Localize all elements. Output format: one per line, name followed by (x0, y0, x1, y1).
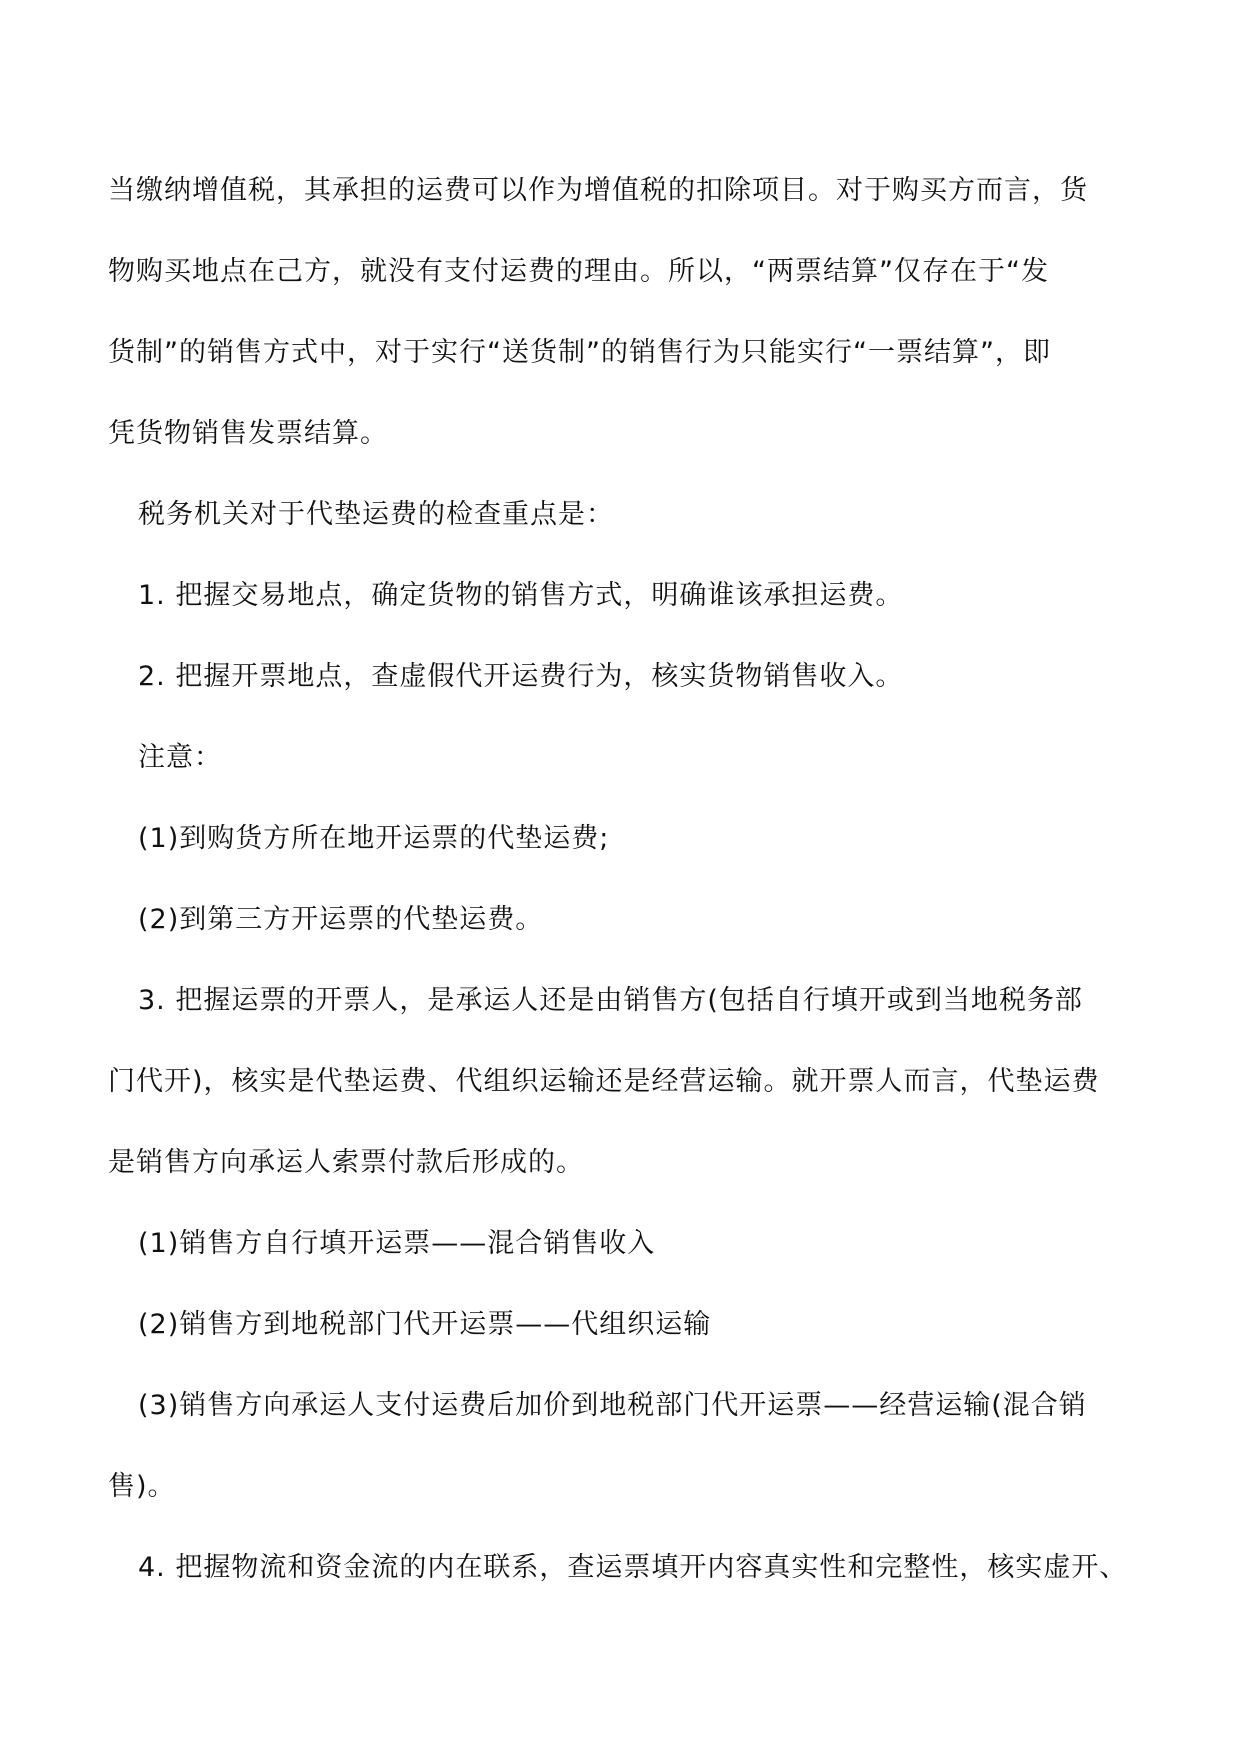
list-item-3 (108, 960, 1143, 1203)
sub-item-2: (2)销售方到地税部门代开运票——代组织运输 (138, 1309, 712, 1340)
text-line: 门代开)，核实是代垫运费、代组织运输还是经营运输。就开票人而言，代垫运费 (108, 1066, 1100, 1097)
text-line: 3. 把握运票的开票人，是承运人还是由销售方(包括自行填开或到当地税务部 (138, 985, 1083, 1016)
text-line: 货制”的销售方式中，对于实行“送货制”的销售行为只能实行“一票结算”，即 (108, 337, 1051, 368)
text-line: 凭货物销售发票结算。 (108, 418, 388, 449)
list-item-1: 1. 把握交易地点，确定货物的销售方式，明确谁该承担运费。 (138, 580, 904, 611)
paragraph-continuation (108, 150, 1143, 474)
note-label: 注意： (138, 742, 222, 773)
text-line: 是销售方向承运人索票付款后形成的。 (108, 1147, 584, 1178)
text-line: 当缴纳增值税，其承担的运费可以作为增值税的扣除项目。对于购买方而言，货 (108, 175, 1088, 206)
document-body (108, 150, 1143, 1608)
list-item-2: 2. 把握开票地点，查虚假代开运费行为，核实货物销售收入。 (138, 661, 904, 692)
note-item-1: (1)到购货方所在地开运票的代垫运费; (138, 823, 610, 854)
sub-item-1: (1)销售方自行填开运票——混合销售收入 (138, 1228, 656, 1259)
text-line: 售)。 (108, 1471, 176, 1502)
section-heading: 税务机关对于代垫运费的检查重点是： (138, 499, 614, 530)
text-line: (3)销售方向承运人支付运费后加价到地税部门代开运票——经营运输(混合销 (138, 1390, 1087, 1421)
note-item-2: (2)到第三方开运票的代垫运费。 (138, 904, 544, 935)
list-item-4: 4. 把握物流和资金流的内在联系，查运票填开内容真实性和完整性，核实虚开、 (138, 1552, 1128, 1583)
text-line: 物购买地点在己方，就没有支付运费的理由。所以，“两票结算”仅存在于“发 (108, 256, 1049, 287)
sub-item-3 (108, 1365, 1143, 1527)
